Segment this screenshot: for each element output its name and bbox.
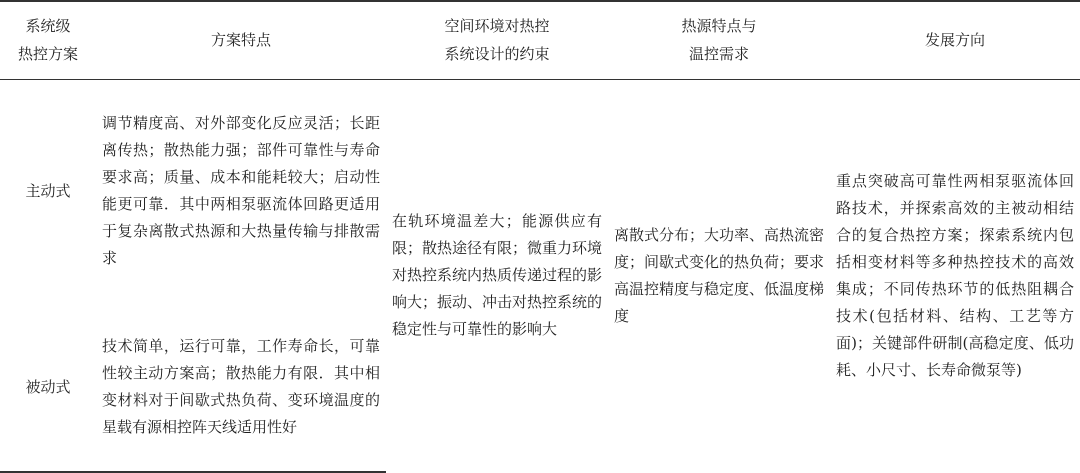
table-header-row xyxy=(0,1,1080,79)
header-scheme: 系统级 热控方案 xyxy=(0,1,96,79)
table-row xyxy=(0,79,1080,303)
row-features-active: 调节精度高、对外部变化反应灵活；长距离传热；散热能力强；部件可靠性与寿命要求高；质量、成本和能耗较大；启动性能更可靠．其中两相泵驱流体回路更适用于复杂离散式热源和大热量传输与排散需求 xyxy=(102,114,380,268)
row-features-passive: 技术简单，运行可靠，工作寿命长，可靠性较主动方案高；散热能力有限．其中相变材料对于间歇式热负荷、变环境温度的星载有源相控阵天线适用性好 xyxy=(96,303,386,472)
row-scheme-passive: 被动式 xyxy=(0,303,96,472)
cell-heat-source: 离散式分布；大功率、高热流密度；间歇式变化的热负荷；要求高温控精度与稳定度、低温度梯度 xyxy=(614,225,825,325)
cell-space-constraints: 在轨环境温差大；能源供应有限；散热途径有限；微重力环境对热控系统内热质传递过程的影响大；振动、冲击对热控系统的稳定性与可靠性的影响大 xyxy=(392,212,603,339)
cell-development-direction: 重点突破高可靠性两相泵驱流体回路技术，并探索高效的主被动相结合的复合热控方案；探索系统内包括相变材料等多种热控技术的高效集成；不同传热环节的低热阻耦合技术(包括材料、结构、工艺等方面)；关键部件研制(高稳定度、低功耗、小尺寸、长寿命微泵等) xyxy=(836,171,1074,379)
row-scheme-active: 主动式 xyxy=(25,181,71,200)
header-direction: 发展方向 xyxy=(830,1,1080,79)
header-features: 方案特点 xyxy=(96,1,386,79)
header-constraints: 空间环境对热控 系统设计的约束 xyxy=(386,1,608,79)
header-heat-source: 热源特点与 温控需求 xyxy=(608,1,830,79)
